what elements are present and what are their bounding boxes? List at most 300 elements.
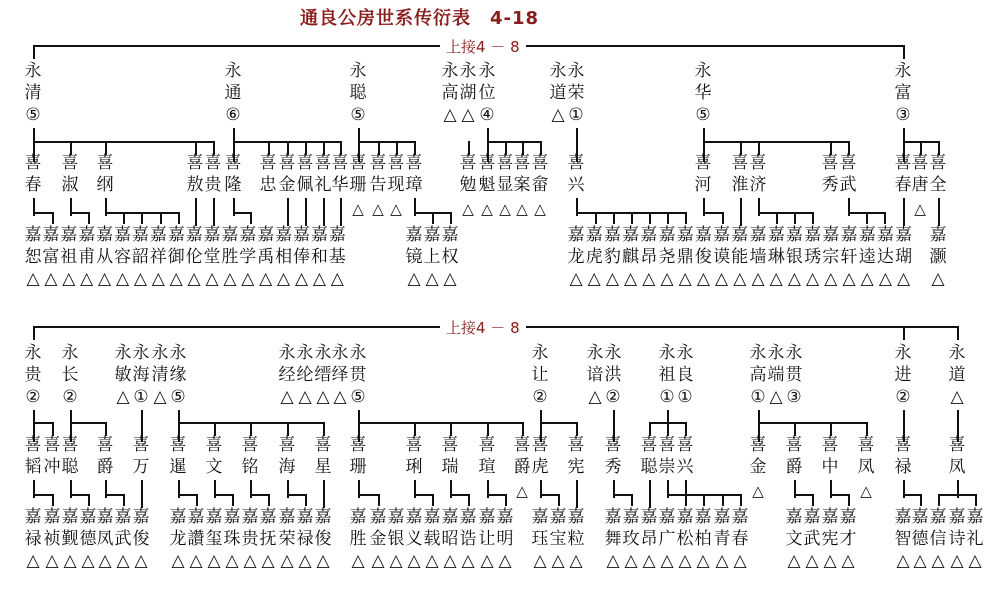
parent-node: ⑤ bbox=[25, 105, 41, 125]
child-node: 喜 bbox=[96, 153, 114, 173]
parent-node: 贯 bbox=[349, 365, 367, 385]
grandchild-node: 轩 bbox=[840, 247, 858, 267]
grandchild-node: △ bbox=[551, 551, 565, 571]
parent-node: ③ bbox=[786, 387, 802, 407]
grandchild-node: 龙 bbox=[567, 247, 585, 267]
child-node: 禄 bbox=[894, 457, 912, 477]
grandchild-node: 祥 bbox=[149, 247, 167, 267]
grandchild-node: 嘉 bbox=[731, 507, 749, 527]
child-node: 喜 bbox=[531, 153, 549, 173]
tree-line bbox=[703, 141, 850, 143]
child-node: 珊 bbox=[349, 457, 367, 477]
grandchild-node: 明 bbox=[496, 529, 514, 549]
parent-node: 荣 bbox=[567, 83, 585, 103]
grandchild-node: △ bbox=[461, 551, 475, 571]
tree-line bbox=[88, 494, 90, 506]
child-node: 喜 bbox=[224, 153, 242, 173]
grandchild-node: 嘉 bbox=[694, 225, 712, 245]
child-node: 喜 bbox=[857, 435, 875, 455]
child-node: 虎 bbox=[531, 457, 549, 477]
grandchild-node: 玺 bbox=[205, 529, 223, 549]
grandchild-node: 珠 bbox=[223, 529, 241, 549]
grandchild-node: 瑚 bbox=[895, 247, 913, 267]
grandchild-node: 嘉 bbox=[929, 225, 947, 245]
parent-node: 海 bbox=[132, 365, 150, 385]
grandchild-node: 嘉 bbox=[167, 225, 185, 245]
grandchild-node: △ bbox=[316, 551, 330, 571]
child-node: 凤 bbox=[857, 457, 875, 477]
parent-node: △ bbox=[551, 105, 565, 125]
tree-line bbox=[903, 326, 959, 328]
grandchild-node: 嘉 bbox=[603, 225, 621, 245]
grandchild-node: 嘉 bbox=[478, 507, 496, 527]
grandchild-node: △ bbox=[26, 269, 40, 289]
grandchild-node: △ bbox=[151, 269, 165, 289]
grandchild-node: △ bbox=[678, 551, 692, 571]
parent-node: 永 bbox=[676, 343, 694, 363]
child-node: 春 bbox=[894, 175, 912, 195]
child-node: 喜 bbox=[496, 153, 514, 173]
grandchild-node: △ bbox=[805, 551, 819, 571]
tree-line bbox=[305, 494, 307, 506]
tree-line bbox=[938, 494, 977, 496]
tree-line bbox=[450, 212, 452, 224]
child-node: 喜 bbox=[24, 153, 42, 173]
grandchild-node: △ bbox=[223, 269, 237, 289]
grandchild-node: 胜 bbox=[349, 529, 367, 549]
grandchild-node: 嘉 bbox=[658, 507, 676, 527]
parent-node: 清 bbox=[151, 365, 169, 385]
child-node: 铭 bbox=[241, 457, 259, 477]
child-node: 兴 bbox=[567, 175, 585, 195]
grandchild-node: △ bbox=[259, 269, 273, 289]
grandchild-node: △ bbox=[913, 551, 927, 571]
grandchild-node: 韶 bbox=[131, 247, 149, 267]
grandchild-node: △ bbox=[660, 551, 674, 571]
grandchild-node: 嘉 bbox=[713, 225, 731, 245]
tree-line bbox=[178, 212, 180, 224]
parent-node: 永 bbox=[785, 343, 803, 363]
child-node: 河 bbox=[694, 175, 712, 195]
grandchild-node: 嘉 bbox=[459, 507, 477, 527]
no-heir-mark: △ bbox=[372, 200, 384, 218]
child-node: 喜 bbox=[894, 435, 912, 455]
tree-line bbox=[123, 212, 125, 224]
grandchild-node: △ bbox=[569, 269, 583, 289]
grandchild-node: 嘉 bbox=[78, 225, 96, 245]
grandchild-node: 堂 bbox=[203, 247, 221, 267]
parent-node: 永 bbox=[61, 343, 79, 363]
tree-line bbox=[323, 480, 325, 508]
child-node: 喜 bbox=[369, 153, 387, 173]
grandchild-node: 禄 bbox=[24, 529, 42, 549]
tree-line bbox=[975, 494, 977, 506]
grandchild-node: 和 bbox=[310, 247, 328, 267]
grandchild-node: 嘉 bbox=[187, 507, 205, 527]
parent-node: △ bbox=[333, 387, 347, 407]
grandchild-node: 嘉 bbox=[549, 507, 567, 527]
parent-node: ① bbox=[677, 387, 693, 407]
grandchild-node: △ bbox=[62, 269, 76, 289]
parent-node: ③ bbox=[895, 105, 911, 125]
parent-node: ⑤ bbox=[350, 105, 366, 125]
tree-line bbox=[250, 494, 270, 496]
child-node: 喜 bbox=[785, 435, 803, 455]
child-node: 喜 bbox=[821, 153, 839, 173]
grandchild-node: △ bbox=[660, 269, 674, 289]
parent-node: 永 bbox=[478, 61, 496, 81]
parent-node: 经 bbox=[278, 365, 296, 385]
parent-node: ⑤ bbox=[350, 387, 366, 407]
grandchild-node: △ bbox=[587, 269, 601, 289]
child-node: 纲 bbox=[96, 175, 114, 195]
grandchild-node: 贵 bbox=[241, 529, 259, 549]
child-node: 喜 bbox=[929, 153, 947, 173]
grandchild-node: 嘉 bbox=[369, 507, 387, 527]
parent-node: 永 bbox=[658, 343, 676, 363]
grandchild-node: △ bbox=[44, 269, 58, 289]
grandchild-node: 广 bbox=[658, 529, 676, 549]
grandchild-node: 诰 bbox=[459, 529, 477, 549]
grandchild-node: 御 bbox=[167, 247, 185, 267]
tree-line bbox=[358, 494, 380, 496]
tree-line bbox=[287, 494, 307, 496]
child-node: 唐 bbox=[911, 175, 929, 195]
child-node: 喜 bbox=[604, 435, 622, 455]
parent-node: 永 bbox=[749, 343, 767, 363]
grandchild-node: △ bbox=[878, 269, 892, 289]
no-heir-mark: △ bbox=[352, 200, 364, 218]
grandchild-node: 嘉 bbox=[221, 225, 239, 245]
tree-line bbox=[178, 494, 198, 496]
grandchild-node: 嘉 bbox=[314, 507, 332, 527]
tree-line bbox=[414, 494, 434, 496]
parent-node: ⑤ bbox=[695, 105, 711, 125]
parent-node: 道 bbox=[549, 83, 567, 103]
parent-node: 永 bbox=[349, 61, 367, 81]
no-heir-mark: △ bbox=[462, 200, 474, 218]
child-node: 喜 bbox=[61, 153, 79, 173]
parent-node: 洪 bbox=[604, 365, 622, 385]
tree-line bbox=[487, 494, 507, 496]
child-node: 喜 bbox=[911, 153, 929, 173]
tree-line bbox=[938, 494, 940, 506]
parent-node: 永 bbox=[441, 61, 459, 81]
child-node: 忠 bbox=[259, 175, 277, 195]
tree-line bbox=[703, 494, 705, 506]
grandchild-node: 嘉 bbox=[259, 507, 277, 527]
child-node: 喜 bbox=[296, 153, 314, 173]
parent-node: △ bbox=[153, 387, 167, 407]
tree-line bbox=[631, 494, 633, 506]
no-heir-mark: △ bbox=[390, 200, 402, 218]
tree-line bbox=[613, 212, 615, 224]
grandchild-node: 才 bbox=[839, 529, 857, 549]
grandchild-node: 嘉 bbox=[441, 507, 459, 527]
grandchild-node: 嘉 bbox=[239, 225, 257, 245]
child-node: 喜 bbox=[531, 435, 549, 455]
grandchild-node: △ bbox=[207, 551, 221, 571]
child-node: 金 bbox=[278, 175, 296, 195]
child-node: 喜 bbox=[513, 435, 531, 455]
grandchild-node: 嘉 bbox=[223, 507, 241, 527]
grandchild-node: △ bbox=[171, 551, 185, 571]
child-node: 珊 bbox=[349, 175, 367, 195]
grandchild-node: 嘉 bbox=[24, 225, 42, 245]
child-node: 暹 bbox=[169, 457, 187, 477]
grandchild-node: △ bbox=[389, 551, 403, 571]
child-node: 爵 bbox=[513, 457, 531, 477]
tree-line bbox=[866, 212, 868, 224]
grandchild-node: 诗 bbox=[948, 529, 966, 549]
grandchild-node: 嘉 bbox=[839, 507, 857, 527]
parent-node: 永 bbox=[331, 343, 349, 363]
tree-line bbox=[758, 422, 868, 424]
tree-line bbox=[214, 494, 234, 496]
parent-node: △ bbox=[588, 387, 602, 407]
grandchild-node: 嘉 bbox=[310, 225, 328, 245]
tree-line bbox=[378, 494, 380, 506]
grandchild-node: 禄 bbox=[296, 529, 314, 549]
grandchild-node: △ bbox=[80, 269, 94, 289]
continuation-label: 上接4 － 8 bbox=[440, 36, 526, 57]
grandchild-node: 祯 bbox=[43, 529, 61, 549]
grandchild-node: 嘉 bbox=[296, 507, 314, 527]
grandchild-node: 银 bbox=[785, 247, 803, 267]
grandchild-node: 嘉 bbox=[804, 225, 822, 245]
child-node: 武 bbox=[839, 175, 857, 195]
no-heir-mark: △ bbox=[752, 482, 764, 500]
parent-node: 位 bbox=[478, 83, 496, 103]
grandchild-node: 嘉 bbox=[79, 507, 97, 527]
tree-line bbox=[758, 212, 814, 214]
parent-node: ① bbox=[133, 387, 149, 407]
tree-line bbox=[196, 494, 198, 506]
grandchild-node: 德 bbox=[79, 529, 97, 549]
grandchild-node: △ bbox=[787, 269, 801, 289]
grandchild-node: 嘉 bbox=[694, 507, 712, 527]
grandchild-node: 权 bbox=[441, 247, 459, 267]
grandchild-node: 珏 bbox=[531, 529, 549, 549]
grandchild-node: △ bbox=[533, 551, 547, 571]
grandchild-node: 德 bbox=[911, 529, 929, 549]
child-node: 喜 bbox=[405, 435, 423, 455]
grandchild-node: △ bbox=[605, 269, 619, 289]
tree-line bbox=[540, 494, 560, 496]
child-node: 瑄 bbox=[478, 457, 496, 477]
grandchild-node: 嘉 bbox=[567, 225, 585, 245]
child-node: 喜 bbox=[169, 435, 187, 455]
parent-node: ⑤ bbox=[170, 387, 186, 407]
child-node: 喜 bbox=[821, 435, 839, 455]
parent-node: 清 bbox=[24, 83, 42, 103]
grandchild-node: 嘉 bbox=[423, 225, 441, 245]
parent-node: 永 bbox=[24, 61, 42, 81]
grandchild-node: 松 bbox=[676, 529, 694, 549]
tree-line bbox=[613, 494, 633, 496]
grandchild-node: 麒 bbox=[622, 247, 640, 267]
child-node: 贵 bbox=[204, 175, 222, 195]
grandchild-node: △ bbox=[63, 551, 77, 571]
child-node: 喜 bbox=[478, 435, 496, 455]
tree-line bbox=[794, 494, 814, 496]
grandchild-node: 嘉 bbox=[894, 507, 912, 527]
child-node: 华 bbox=[331, 175, 349, 195]
grandchild-node: △ bbox=[842, 269, 856, 289]
grandchild-node: 相 bbox=[275, 247, 293, 267]
grandchild-node: 嘉 bbox=[929, 507, 947, 527]
grandchild-node: △ bbox=[187, 269, 201, 289]
no-heir-mark: △ bbox=[516, 200, 528, 218]
grandchild-node: △ bbox=[968, 551, 982, 571]
grandchild-node: 嘉 bbox=[640, 225, 658, 245]
tree-line bbox=[213, 198, 215, 226]
tree-line bbox=[340, 198, 342, 226]
grandchild-node: 嘉 bbox=[387, 507, 405, 527]
grandchild-node: 嘉 bbox=[676, 507, 694, 527]
grandchild-node: △ bbox=[280, 551, 294, 571]
parent-node: 谙 bbox=[586, 365, 604, 385]
parent-node: 长 bbox=[61, 365, 79, 385]
grandchild-node: 上 bbox=[423, 247, 441, 267]
grandchild-node: 嘉 bbox=[749, 225, 767, 245]
child-node: 喜 bbox=[694, 153, 712, 173]
grandchild-node: △ bbox=[624, 551, 638, 571]
tree-line bbox=[358, 141, 416, 143]
grandchild-node: 嘉 bbox=[713, 507, 731, 527]
parent-node: 永 bbox=[549, 61, 567, 81]
grandchild-node: 嘉 bbox=[567, 507, 585, 527]
child-node: 喜 bbox=[24, 435, 42, 455]
tree-line bbox=[70, 494, 90, 496]
child-node: 喜 bbox=[314, 435, 332, 455]
tree-line bbox=[830, 494, 850, 496]
grandchild-node: 宗 bbox=[822, 247, 840, 267]
grandchild-node: 嘉 bbox=[60, 225, 78, 245]
child-node: 佩 bbox=[296, 175, 314, 195]
parent-node: ② bbox=[605, 387, 621, 407]
child-node: 淑 bbox=[61, 175, 79, 195]
tree-line bbox=[33, 212, 54, 214]
tree-line bbox=[649, 480, 651, 508]
child-node: 喜 bbox=[259, 153, 277, 173]
parent-node: 永 bbox=[694, 61, 712, 81]
grandchild-node: △ bbox=[294, 269, 309, 289]
child-node: 喜 bbox=[278, 435, 296, 455]
parent-node: 进 bbox=[894, 365, 912, 385]
parent-node: ① bbox=[750, 387, 766, 407]
parent-node: △ bbox=[316, 387, 330, 407]
grandchild-node: 嘉 bbox=[132, 507, 150, 527]
child-node: 爵 bbox=[96, 457, 114, 477]
grandchild-node: △ bbox=[371, 551, 385, 571]
tree-line bbox=[884, 212, 886, 224]
grandchild-node: 嘉 bbox=[96, 225, 114, 245]
grandchild-node: △ bbox=[133, 269, 147, 289]
parent-node: 永 bbox=[459, 61, 477, 81]
parent-node: ④ bbox=[479, 105, 495, 125]
grandchild-node: 昭 bbox=[441, 529, 459, 549]
grandchild-node: 抚 bbox=[259, 529, 277, 549]
parent-node: 永 bbox=[278, 343, 296, 363]
child-node: 喜 bbox=[43, 435, 61, 455]
grandchild-node: 嘉 bbox=[423, 507, 441, 527]
parent-node: 永 bbox=[314, 343, 332, 363]
grandchild-node: △ bbox=[696, 551, 710, 571]
grandchild-node: 祖 bbox=[60, 247, 78, 267]
tree-line bbox=[812, 494, 814, 506]
child-node: 璋 bbox=[405, 175, 423, 195]
tree-line bbox=[558, 494, 560, 506]
grandchild-node: 墙 bbox=[749, 247, 767, 267]
parent-node: 敏 bbox=[114, 365, 132, 385]
grandchild-node: △ bbox=[642, 551, 656, 571]
grandchild-node: △ bbox=[606, 551, 620, 571]
tree-line bbox=[685, 212, 687, 224]
child-node: 喜 bbox=[349, 153, 367, 173]
grandchild-node: 嘉 bbox=[966, 507, 984, 527]
tree-line bbox=[160, 212, 162, 224]
parent-node: ② bbox=[895, 387, 911, 407]
parent-node: ② bbox=[25, 387, 41, 407]
child-node: 海 bbox=[278, 457, 296, 477]
tree-line bbox=[88, 212, 90, 224]
tree-line bbox=[141, 480, 143, 508]
grandchild-node: △ bbox=[115, 269, 130, 289]
tree-line bbox=[595, 212, 597, 224]
tree-line bbox=[432, 494, 434, 506]
parent-node: 高 bbox=[749, 365, 767, 385]
grandchild-node: 虎 bbox=[585, 247, 603, 267]
parent-node: 缘 bbox=[169, 365, 187, 385]
child-node: 喜 bbox=[132, 435, 150, 455]
parent-node: 聪 bbox=[349, 83, 367, 103]
grandchild-node: △ bbox=[241, 269, 255, 289]
grandchild-node: 嘉 bbox=[441, 225, 459, 245]
parent-node: 永 bbox=[24, 343, 42, 363]
tree-line bbox=[957, 326, 959, 340]
parent-node: 永 bbox=[169, 343, 187, 363]
grandchild-node: 镜 bbox=[405, 247, 423, 267]
grandchild-node: △ bbox=[243, 551, 257, 571]
grandchild-node: △ bbox=[950, 551, 964, 571]
grandchild-node: △ bbox=[189, 551, 203, 571]
tree-line bbox=[812, 212, 814, 224]
no-heir-mark: △ bbox=[534, 200, 546, 218]
parent-node: 缙 bbox=[314, 365, 332, 385]
child-node: 喜 bbox=[640, 435, 658, 455]
grandchild-node: △ bbox=[407, 269, 421, 289]
tree-line bbox=[667, 494, 687, 496]
grandchild-node: 基 bbox=[328, 247, 346, 267]
tree-line bbox=[903, 45, 905, 59]
grandchild-node: 嘉 bbox=[349, 507, 367, 527]
grandchild-node: 富 bbox=[42, 247, 60, 267]
child-node: 喜 bbox=[61, 435, 79, 455]
grandchild-node: △ bbox=[715, 551, 729, 571]
grandchild-node: 嘉 bbox=[604, 507, 622, 527]
child-node: 告 bbox=[369, 175, 387, 195]
page-title: 通良公房世系传衍表 4-18 bbox=[300, 8, 540, 29]
tree-line bbox=[722, 494, 724, 506]
child-node: 礼 bbox=[314, 175, 332, 195]
grandchild-node: 玫 bbox=[622, 529, 640, 549]
grandchild-node: 嘉 bbox=[328, 225, 346, 245]
grandchild-node: △ bbox=[298, 551, 312, 571]
grandchild-node: 嘉 bbox=[169, 507, 187, 527]
grandchild-node: 嘉 bbox=[496, 507, 514, 527]
grandchild-node: 智 bbox=[894, 529, 912, 549]
